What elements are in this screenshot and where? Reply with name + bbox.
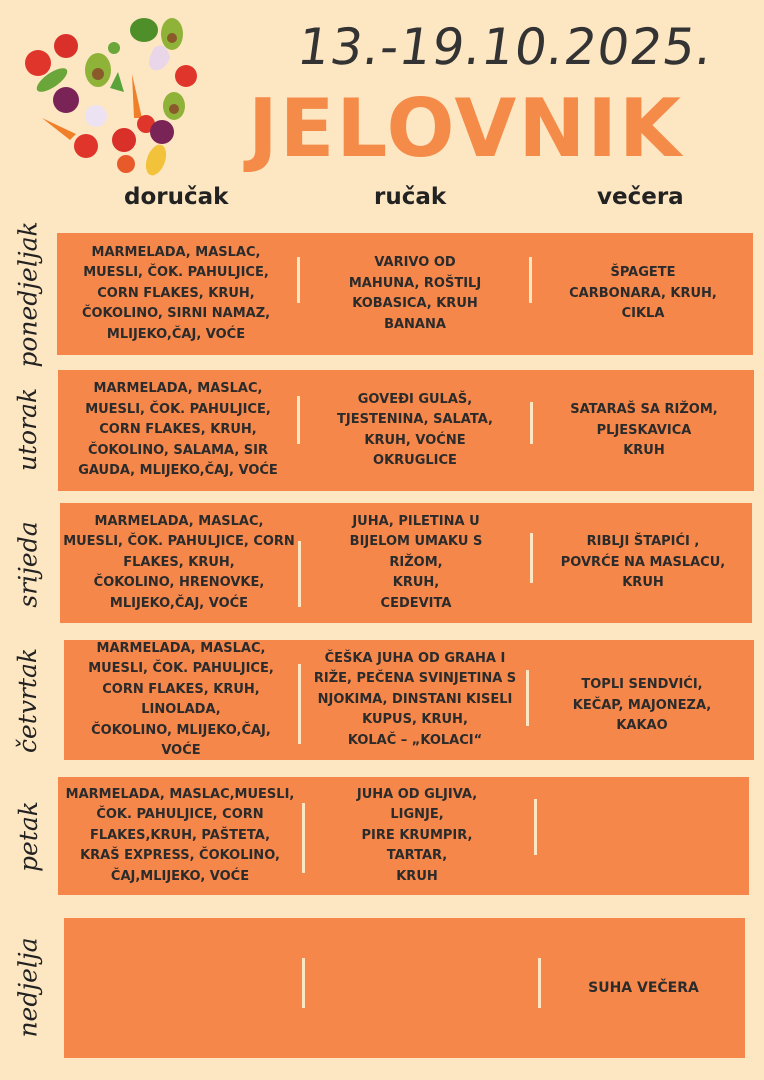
lunch-cell: GOVEĐI GULAŠ, TJESTENINA, SALATA, KRUH, VOĆNE OKRUGLICE (337, 391, 493, 468)
broccoli-icon (130, 18, 158, 42)
divider (530, 402, 533, 444)
dinner-cell: RIBLJI ŠTAPIĆI , POVRĆE NA MASLACU, KRUH (560, 534, 726, 591)
tomato-icon-4 (74, 134, 98, 158)
week-date: 13.-19.10.2025. (293, 18, 717, 76)
day-label-monday: ponedjeljak (13, 220, 43, 368)
breakfast-cell: MARMELADA, MASLAC, MUESLI, ČOK. PAHULJICE, CORN FLAKES, KRUH, ČOKOLINO, HRENOVKE, MLIJEKO,ČAJ, VOĆE (63, 513, 295, 611)
divider (529, 257, 532, 303)
divider (534, 799, 537, 855)
breakfast-cell: MARMELADA, MASLAC, MUESLI, ČOK. PAHULJICE, CORN FLAKES, KRUH, LINOLADA, ČOKOLINO, MLIJEKO,ČAJ, VOĆE (88, 640, 274, 758)
lunch-cell (304, 918, 538, 1058)
onion-icon (85, 105, 107, 127)
beet-icon (53, 87, 79, 113)
breakfast-cell (64, 918, 302, 1058)
lunch-cell: ČEŠKA JUHA OD GRAHA I RIŽE, PEČENA SVINJETINA S NJOKIMA, DINSTANI KISELI KUPUS, KRUH, KOLAČ – „KOLACI“ (313, 650, 517, 748)
dinner-cell (538, 777, 749, 895)
divider (530, 533, 533, 583)
day-label-thursday: četvrtak (13, 647, 43, 753)
menu-row-sunday (64, 918, 745, 1058)
breakfast-cell: MARMELADA, MASLAC, MUESLI, ČOK. PAHULJICE, CORN FLAKES, KRUH, ČOKOLINO, SALAMA, SIR GAUDA, MLIJEKO,ČAJ, VOĆE (78, 381, 278, 479)
carrot-icon (42, 118, 76, 140)
menu-row-monday (57, 233, 753, 355)
dinner-cell: ŠPAGETE CARBONARA, KRUH, CIKLA (569, 265, 717, 322)
tomato-icon-2 (175, 65, 197, 87)
day-label-sunday: nedjelja (13, 936, 43, 1038)
divider (526, 670, 529, 726)
pea-icon (108, 42, 120, 54)
day-label-tuesday: utorak (13, 387, 43, 471)
carrot-icon-2 (132, 74, 142, 118)
column-header-breakfast: doručak (124, 184, 229, 210)
dinner-cell: TOPLI SENDVIĆI, KEČAP, MAJONEZA, KAKAO (572, 677, 712, 733)
menu-row-friday (58, 777, 749, 895)
lunch-cell: JUHA OD GLJIVA, LIGNJE, PIRE KRUMPIR, TARTAR, KRUH (356, 786, 478, 884)
dinner-cell: SUHA VEČERA (588, 979, 699, 996)
tomato-icon (25, 50, 51, 76)
dinner-cell: SATARAŠ SA RIŽOM, PLJESKAVICA KRUH (570, 402, 718, 458)
menu-row-thursday (64, 640, 754, 760)
column-header-dinner: večera (597, 184, 684, 210)
pepper-icon-3 (117, 155, 135, 173)
breakfast-cell: MARMELADA, MASLAC, MUESLI, ČOK. PAHULJICE, CORN FLAKES, KRUH, ČOKOLINO, SIRNI NAMAZ, MLIJEKO,ČAJ, VOĆE (81, 244, 271, 342)
day-label-friday: petak (13, 800, 43, 872)
pepper-icon (54, 34, 78, 58)
menu-row-tuesday (58, 370, 754, 491)
breakfast-cell: MARMELADA, MASLAC,MUESLI, ČOK. PAHULJICE, CORN FLAKES,KRUH, PAŠTETA, KRAŠ EXPRESS, ČOKOLINO, ČAJ,MLIJEKO, VOĆE (65, 786, 295, 884)
lunch-cell: VARIVO OD MAHUNA, ROŠTILJ KOBASICA, KRUH BANANA (348, 255, 482, 332)
day-label-wednesday: srijeda (13, 520, 43, 608)
lunch-cell: JUHA, PILETINA U BIJELOM UMAKU S RIŽOM, KRUH, CEDEVITA (349, 513, 483, 611)
garlic-icon (149, 46, 170, 71)
page-title: JELOVNIK (248, 82, 684, 175)
vegetable-heart-illustration (14, 8, 200, 180)
menu-row-wednesday (60, 503, 752, 623)
column-header-lunch: ručak (374, 184, 447, 210)
corn-icon (142, 142, 170, 178)
herb-icon (110, 72, 124, 92)
beet-icon-2 (150, 120, 174, 144)
pepper-icon-2 (112, 128, 136, 152)
divider (538, 958, 541, 1008)
